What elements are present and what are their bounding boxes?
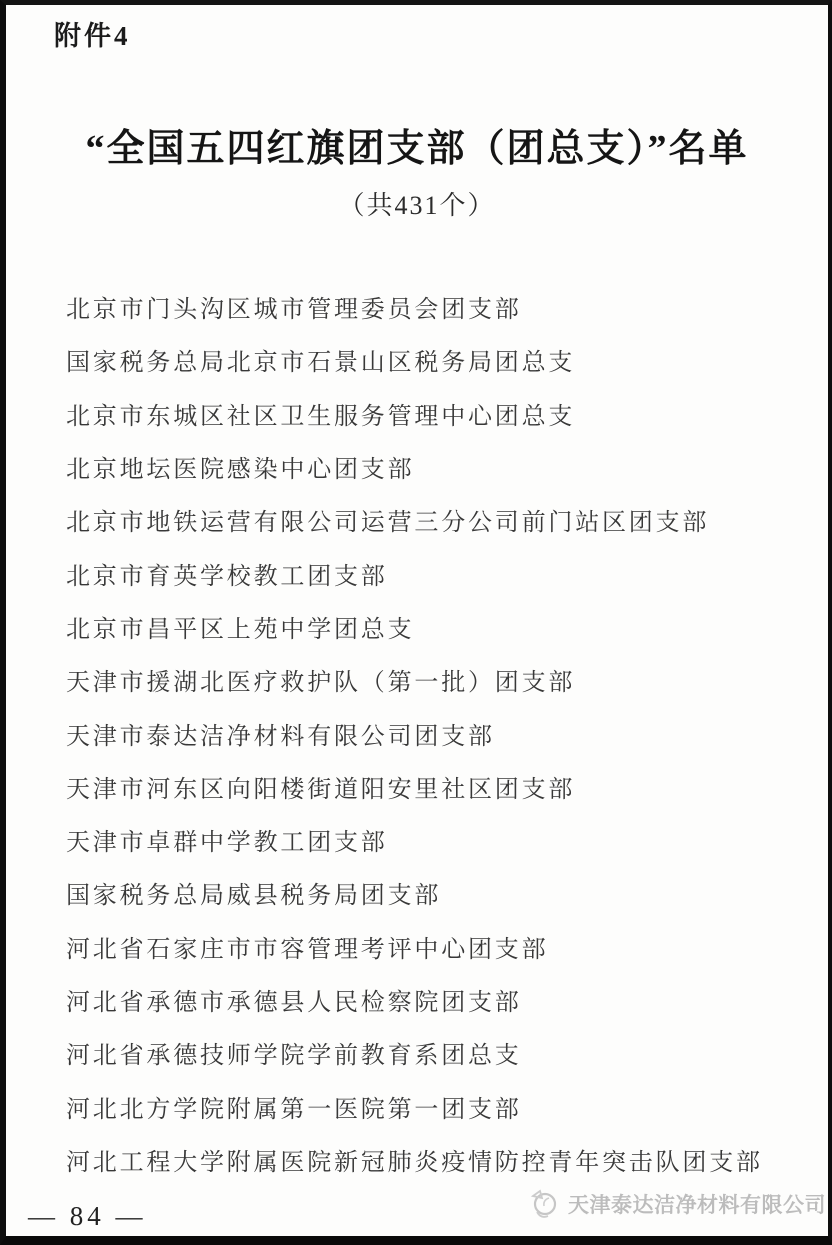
list-item: 天津市援湖北医疗救护队（第一批）团支部 — [66, 670, 576, 697]
org-list — [66, 280, 806, 1186]
list-item: 天津市河东区向阳楼街道阳安里社区团支部 — [66, 776, 576, 803]
list-item: 北京市昌平区上苑中学团总支 — [66, 616, 415, 643]
attachment-label: 附件4 — [54, 21, 131, 51]
list-item: 河北省承德市承德县人民检察院团支部 — [66, 990, 522, 1016]
list-item: 北京地坛医院感染中心团支部 — [66, 457, 415, 484]
page-subtitle: （共431个） — [338, 191, 496, 220]
list-item: 河北省承德技师学院学前教育系团总支 — [66, 1043, 522, 1070]
company-logo-icon — [527, 1186, 561, 1222]
list-item: 河北北方学院附属第一医院第一团支部 — [66, 1096, 522, 1123]
list-item: 天津市卓群中学教工团支部 — [66, 830, 388, 857]
list-item: 北京市东城区社区卫生服务管理中心团总支 — [66, 403, 576, 430]
list-item: 国家税务总局威县税务局团支部 — [66, 883, 442, 910]
list-item: 河北工程大学附属医院新冠肺炎疫情防控青年突击队团支部 — [66, 1149, 763, 1176]
list-item: 北京市地铁运营有限公司运营三分公司前门站区团支部 — [66, 510, 710, 537]
watermark — [527, 1186, 826, 1222]
list-item: 天津市泰达洁净材料有限公司团支部 — [66, 723, 495, 750]
page-title: “全国五四红旗团支部（团总支）”名单 — [85, 128, 749, 170]
list-item: 河北省石家庄市市容管理考评中心团支部 — [66, 936, 549, 963]
list-item: 北京市门头沟区城市管理委员会团支部 — [66, 297, 522, 324]
list-item: 国家税务总局北京市石景山区税务局团总支 — [66, 350, 576, 377]
page-number: — 84 — — [28, 1201, 147, 1231]
list-item: 北京市育英学校教工团支部 — [66, 563, 388, 590]
watermark-text: 天津泰达洁净材料有限公司 — [568, 1193, 826, 1217]
